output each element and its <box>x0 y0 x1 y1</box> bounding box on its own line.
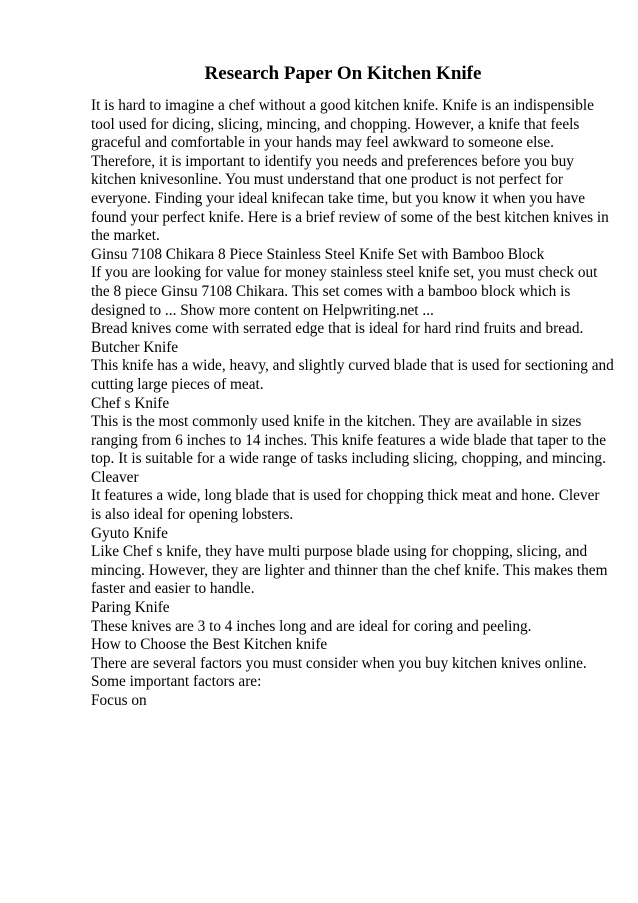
body-line: is also ideal for opening lobsters. <box>91 506 294 524</box>
document-title: Research Paper On Kitchen Knife <box>204 63 482 84</box>
body-line: This is the most commonly used knife in the kitchen. They are available in sizes <box>91 413 582 431</box>
section-heading-paring-knife: Paring Knife <box>91 599 170 617</box>
section-heading-chefs-knife: Chef s Knife <box>91 394 170 412</box>
body-line: graceful and comfortable in your hands may feel awkward to someone else. <box>91 134 554 152</box>
body-line: Therefore, it is important to identify you needs and preferences before you buy <box>91 152 574 170</box>
body-line: Bread knives come with serrated edge that is ideal for hard rind fruits and bread. <box>91 320 584 338</box>
section-heading-gyuto-knife: Gyuto Knife <box>91 524 168 542</box>
body-line: kitchen knivesonline. You must understand that one product is not perfect for <box>91 171 563 189</box>
body-line: It features a wide, long blade that is used for chopping thick meat and hone. Clever <box>91 487 600 505</box>
body-line: This knife has a wide, heavy, and slightly curved blade that is used for sectioning and <box>91 357 614 375</box>
body-line: the market. <box>91 227 160 245</box>
body-line: mincing. However, they are lighter and thinner than the chef knife. This makes them <box>91 561 608 579</box>
body-line: designed to ... Show more content on Helpwriting.net ... <box>91 301 434 319</box>
body-line: These knives are 3 to 4 inches long and are ideal for coring and peeling. <box>91 617 532 635</box>
body-line: the 8 piece Ginsu 7108 Chikara. This set comes with a bamboo block which is <box>91 282 571 300</box>
body-line: top. It is suitable for a wide range of tasks including slicing, chopping, and mincing. <box>91 450 606 468</box>
body-line: There are several factors you must consider when you buy kitchen knives online. <box>91 654 587 672</box>
body-line: Some important factors are: <box>91 673 262 691</box>
document-body <box>91 97 614 711</box>
body-line: It is hard to imagine a chef without a good kitchen knife. Knife is an indispensible <box>91 97 594 114</box>
body-line: tool used for dicing, slicing, mincing, and chopping. However, a knife that feels <box>91 115 580 133</box>
body-line: found your perfect knife. Here is a brief review of some of the best kitchen knives in <box>91 208 609 226</box>
body-line: Focus on <box>91 692 147 709</box>
body-line: cutting large pieces of meat. <box>91 375 264 393</box>
body-line: faster and easier to handle. <box>91 580 255 598</box>
body-line: ranging from 6 inches to 14 inches. This knife features a wide blade that taper to the <box>91 431 606 449</box>
body-line: Like Chef s knife, they have multi purpose blade using for chopping, slicing, and <box>91 543 588 561</box>
section-heading-how-to-choose: How to Choose the Best Kitchen knife <box>91 636 328 654</box>
section-heading-ginsu: Ginsu 7108 Chikara 8 Piece Stainless Steel Knife Set with Bamboo Block <box>91 245 545 263</box>
section-heading-cleaver: Cleaver <box>91 468 139 486</box>
body-line: everyone. Finding your ideal knifecan take time, but you know it when you have <box>91 189 586 207</box>
body-line: If you are looking for value for money stainless steel knife set, you must check out <box>91 264 598 282</box>
section-heading-butcher-knife: Butcher Knife <box>91 338 179 356</box>
